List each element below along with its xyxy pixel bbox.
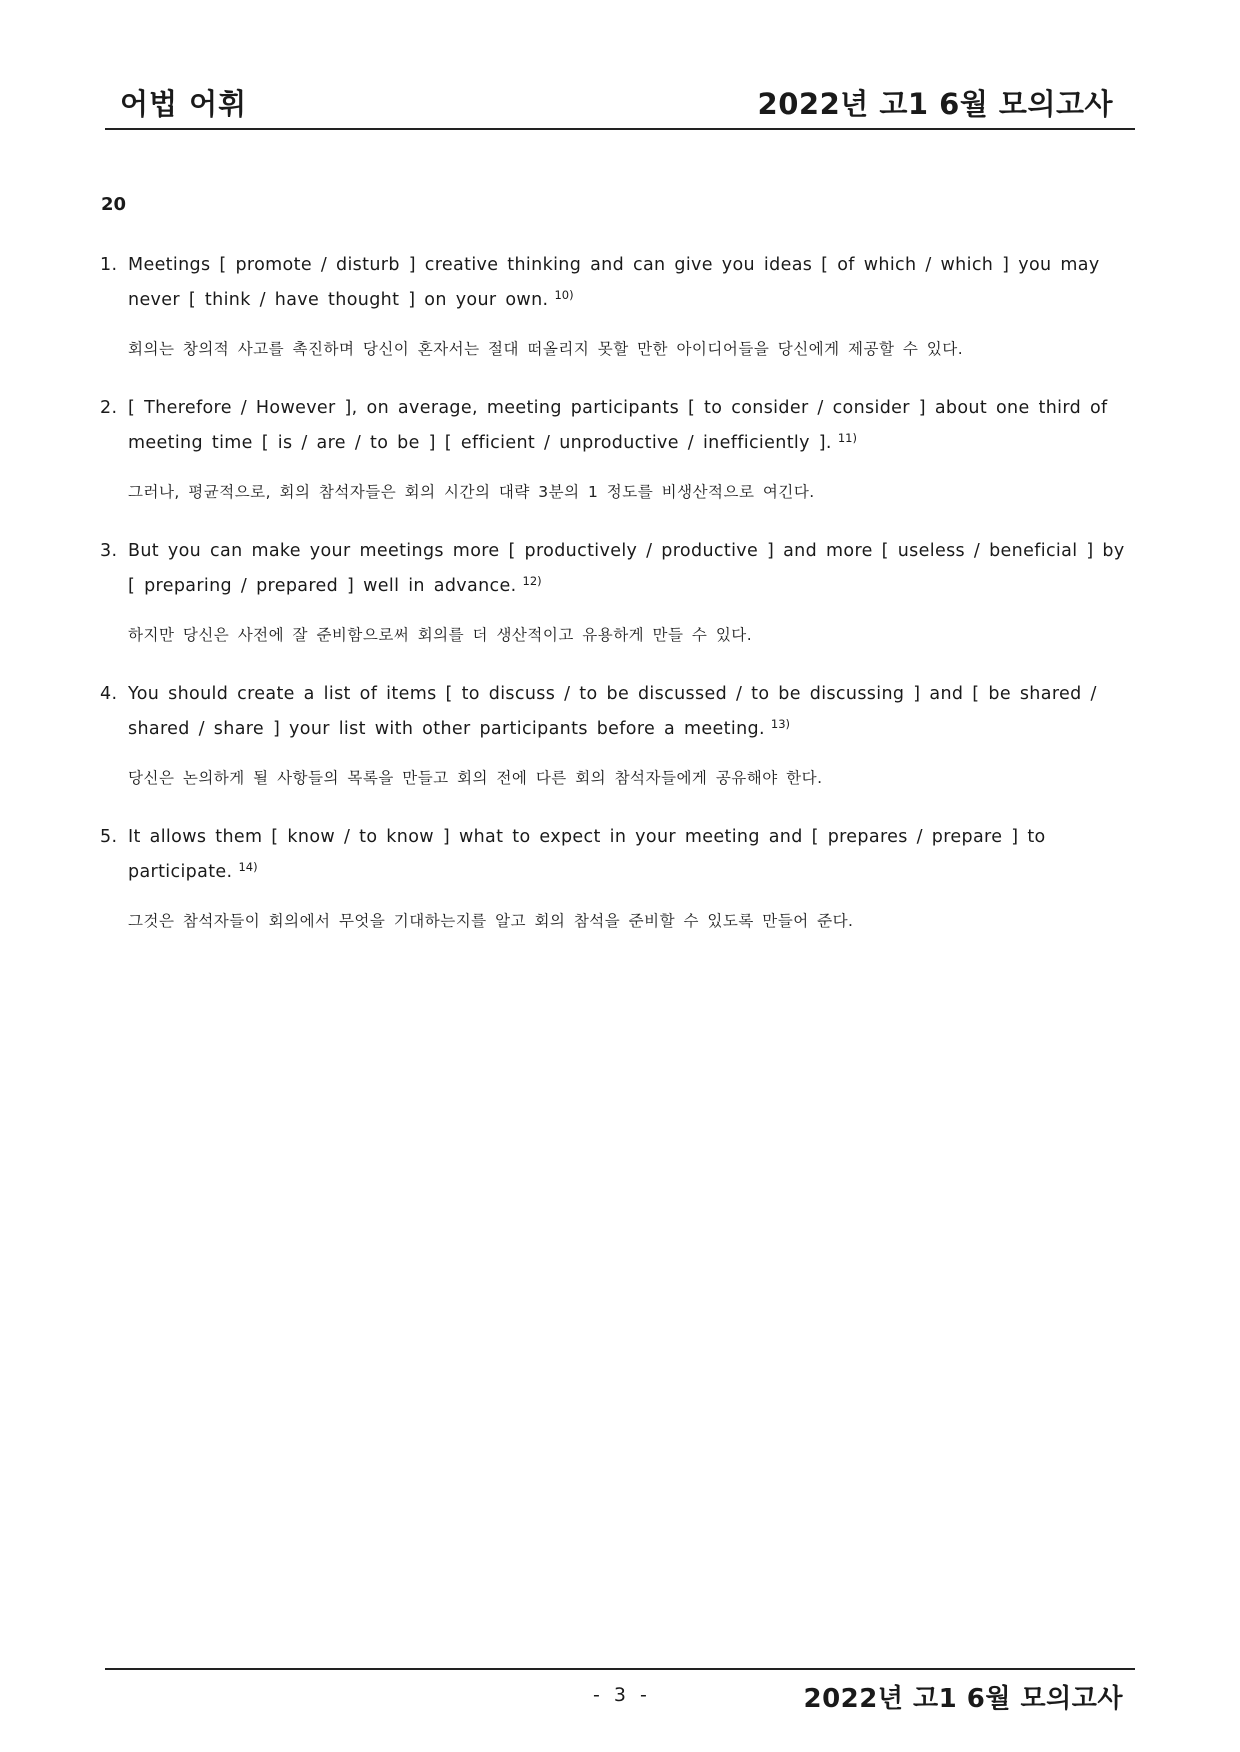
footnote-marker: 11) <box>837 431 857 445</box>
english-sentence: It allows them [ know / to know ] what to expect in your meeting and [ prepares / prepare ] to participate. <box>128 827 1046 882</box>
footer-exam-title: 2022년 고1 6월 모의고사 <box>803 1684 1123 1714</box>
exercise-list <box>100 250 1140 965</box>
item-number: 4. <box>100 684 118 704</box>
english-sentence: Meetings [ promote / disturb ] creative thinking and can give you ideas [ of which / which ] you may never [ think / have thought ] on your own. <box>128 255 1100 310</box>
exercise-item <box>100 536 1140 647</box>
exercise-sentence <box>100 536 1140 601</box>
english-sentence: But you can make your meetings more [ productively / productive ] and more [ useless / beneficial ] by [ preparing / prepared ] well in advance. <box>128 541 1125 596</box>
english-sentence: [ Therefore / However ], on average, meeting participants [ to consider / consider ] about one third of meeting time [ is / are / to be ] [ efficient / unproductive / inefficiently ]. <box>128 398 1108 453</box>
exercise-item <box>100 822 1140 933</box>
footnote-marker: 10) <box>554 288 574 302</box>
korean-translation: 그것은 참석자들이 회의에서 무엇을 기대하는지를 알고 회의 참석을 준비할 수 있도록 만들어 준다. <box>128 912 854 930</box>
footnote-marker: 14) <box>238 860 258 874</box>
footnote-marker: 12) <box>522 574 542 588</box>
english-sentence: You should create a list of items [ to discuss / to be discussed / to be discussing ] and [ be shared / shared / share ] your list with other participants before a meeting. <box>128 684 1097 739</box>
question-number: 20 <box>101 194 127 215</box>
exercise-sentence <box>100 679 1140 744</box>
exercise-item <box>100 250 1140 361</box>
page-footer <box>105 1668 1135 1714</box>
category-title: 어법 어휘 <box>120 87 248 121</box>
page-number: - 3 - <box>593 1684 651 1706</box>
exercise-sentence <box>100 822 1140 887</box>
footnote-marker: 13) <box>770 717 791 731</box>
korean-translation: 그러나, 평균적으로, 회의 참석자들은 회의 시간의 대략 3분의 1 정도를 비생산적으로 여긴다. <box>128 483 815 501</box>
item-number: 1. <box>100 255 118 275</box>
exercise-item <box>100 393 1140 504</box>
exercise-item <box>100 679 1140 790</box>
page-header <box>105 78 1135 130</box>
korean-translation: 당신은 논의하게 될 사항들의 목록을 만들고 회의 전에 다른 회의 참석자들에게 공유해야 한다. <box>128 769 823 787</box>
item-number: 2. <box>100 398 118 418</box>
korean-translation: 회의는 창의적 사고를 촉진하며 당신이 혼자서는 절대 떠올리지 못할 만한 아이디어들을 당신에게 제공할 수 있다. <box>128 340 964 358</box>
korean-translation: 하지만 당신은 사전에 잘 준비함으로써 회의를 더 생산적이고 유용하게 만들 수 있다. <box>128 626 753 644</box>
exercise-sentence <box>100 250 1140 315</box>
item-number: 5. <box>100 827 118 847</box>
exam-title: 2022년 고1 6월 모의고사 <box>757 87 1113 121</box>
exercise-sentence <box>100 393 1140 458</box>
item-number: 3. <box>100 541 118 561</box>
